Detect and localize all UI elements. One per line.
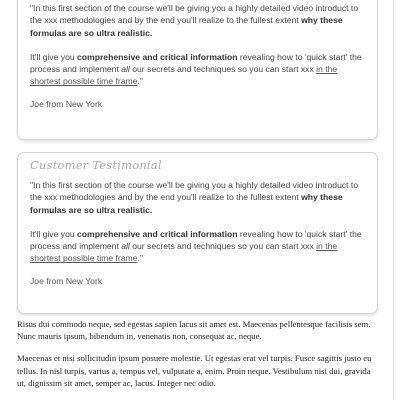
page-right-border [393,0,394,400]
detail-italic: all [121,64,130,75]
testimonial-detail-paragraph [30,51,365,88]
detail-text: ." [137,253,143,264]
detail-text: revealing how to 'quick start' the process and implement [30,228,362,252]
detail-text: ." [137,76,143,87]
detail-text: our secrets and techniques so you can start xxx [129,64,317,75]
detail-text: It'll give you [30,228,78,239]
detail-emphasis: comprehensive and critical information [77,51,238,62]
detail-italic: all [121,241,130,252]
testimonial-card [17,152,378,314]
body-paragraph: Maecenas et nisi sollicitudin ipsum posuere molestie. Ut egestas erat vel turpis. Fusce sagittis justo eu tellus. In nisl turpis, varius a, tempus vel, vulputate a, enim. Proin neque. Vestibulum nisi dui, gravida ut, dignissim sit amet, semper ac, lacus. Integer nec odio. [17,353,372,388]
quote-text: "In this first section of the course we'll be giving you a highly detailed video introduct to the xxx methodologies and by the end you'll realize to the fullest extent [30,3,359,26]
testimonial-card [17,0,378,140]
testimonial-quote-paragraph [30,2,365,39]
detail-text: revealing how to 'quick start' the process and implement [30,51,362,75]
body-paragraph: Risus dui commodo neque, sed egestas sapien lacus sit amet est. Maecenas pellentesque facilisis sem. Nunc mauris ipsum, bibendum in, venenatis non, consequat ac, neque. [17,319,371,342]
testimonial-detail-paragraph [30,228,365,265]
detail-text: our secrets and techniques so you can start xxx [129,241,317,252]
detail-emphasis: comprehensive and critical information [77,228,238,239]
testimonial-quote-paragraph [30,179,365,216]
testimonial-byline: Joe from New York [30,98,103,109]
quote-text: "In this first section of the course we'll be giving you a highly detailed video introduct to the xxx methodologies and by the end you'll realize to the fullest extent [30,180,359,203]
testimonial-title: Customer Testimonial [30,158,162,172]
testimonial-byline: Joe from New York [30,275,103,286]
detail-text: It'll give you [30,51,78,62]
body-content [17,318,381,399]
quote-emphasis: why these formulas are so ultra realistic. [30,15,343,38]
time-frame-link[interactable]: in the shortest possible time frame [30,241,338,264]
quote-emphasis: why these formulas are so ultra realistic. [30,192,343,215]
time-frame-link[interactable]: in the shortest possible time frame [30,64,338,87]
